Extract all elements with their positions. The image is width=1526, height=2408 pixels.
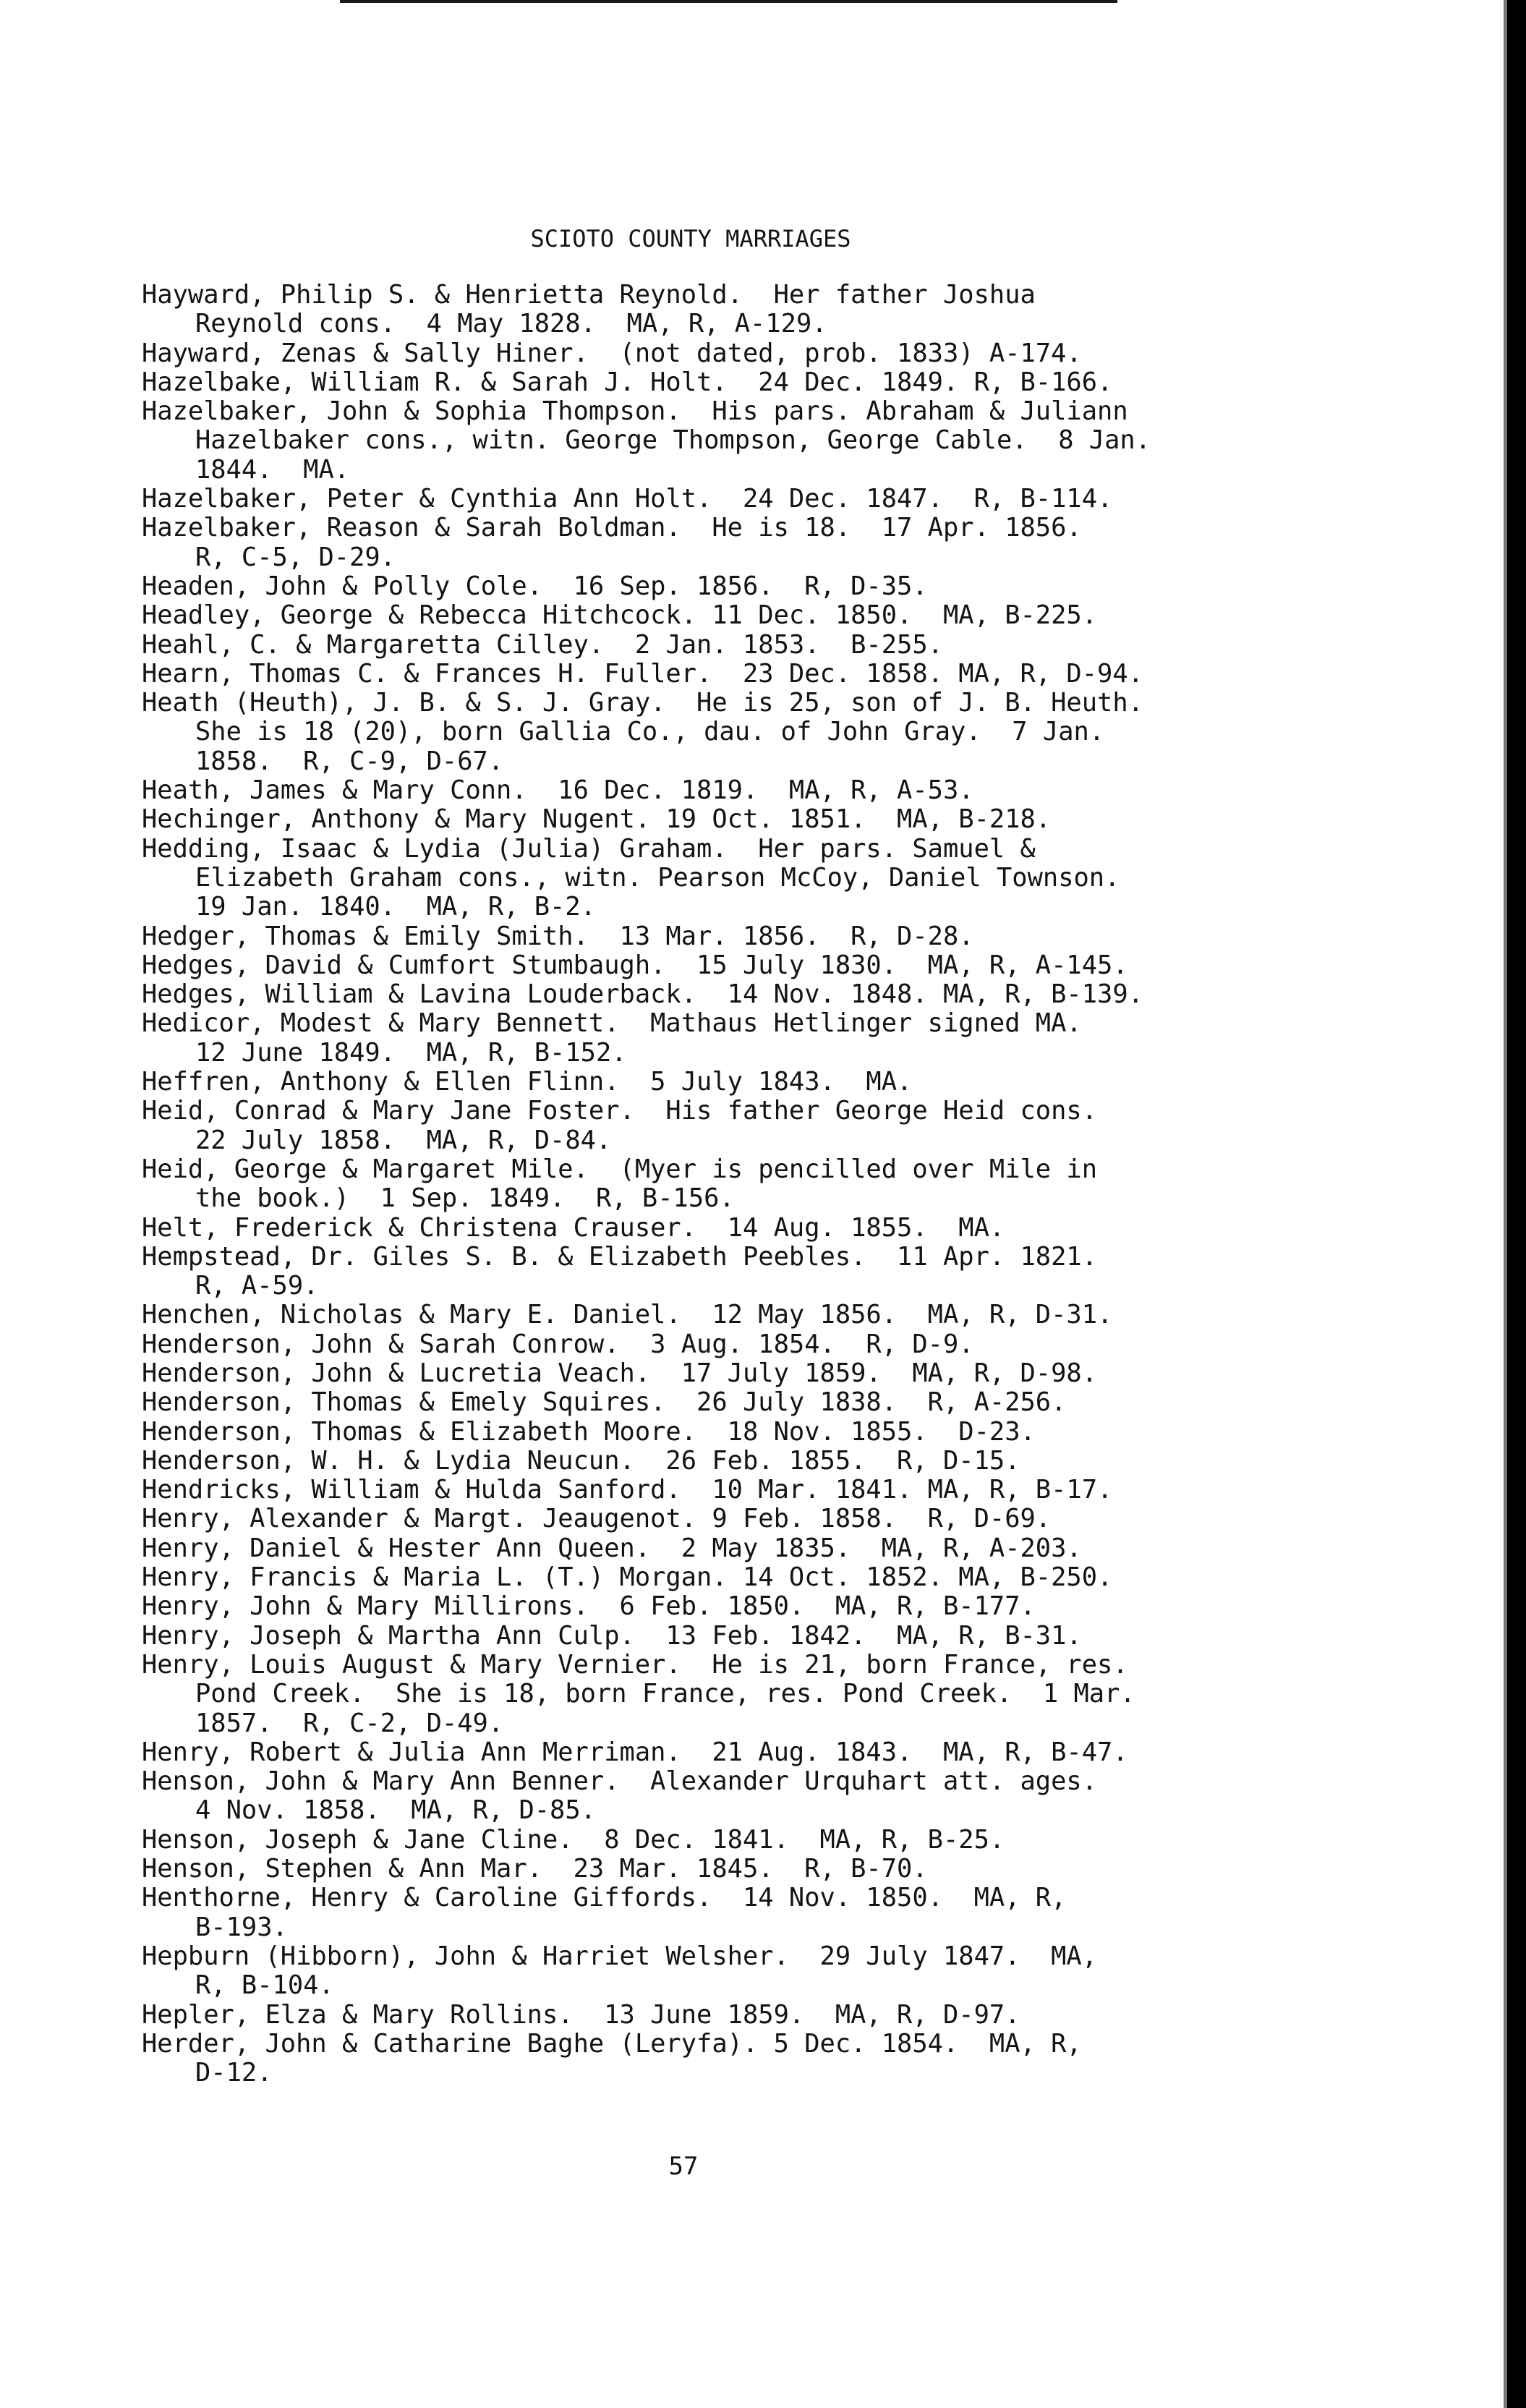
marriage-entry xyxy=(142,1418,1299,1447)
entry-line: Hechinger, Anthony & Mary Nugent. 19 Oct. 1851. MA, B-218. xyxy=(142,804,1052,835)
marriage-entry xyxy=(142,805,1299,834)
entry-continuation-line: the book.) 1 Sep. 1849. R, B-156. xyxy=(195,1183,735,1214)
entry-line: Heahl, C. & Margaretta Cilley. 2 Jan. 1853. B-255. xyxy=(142,629,943,660)
marriage-entry xyxy=(142,1826,1299,1855)
entry-continuation-line: 22 July 1858. MA, R, D-84. xyxy=(195,1125,612,1155)
marriage-entry xyxy=(142,397,1299,485)
entry-continuation-line: R, B-104. xyxy=(195,1970,334,2001)
marriage-entry xyxy=(142,368,1299,397)
marriage-entry xyxy=(142,689,1299,776)
entry-continuation-line: Elizabeth Graham cons., witn. Pearson McCoy, Daniel Townson. xyxy=(195,862,1120,893)
entry-continuation-line: 1857. R, C-2, D-49. xyxy=(195,1708,504,1738)
entry-line: Henry, Daniel & Hester Ann Queen. 2 May 1835. MA, R, A-203. xyxy=(142,1533,1082,1563)
entry-continuation-line: 19 Jan. 1840. MA, R, B-2. xyxy=(195,892,596,922)
entry-line: Hedges, David & Cumfort Stumbaugh. 15 July 1830. MA, R, A-145. xyxy=(142,950,1128,980)
entry-line: Headley, George & Rebecca Hitchcock. 11 Dec. 1850. MA, B-225. xyxy=(142,600,1098,631)
marriage-entry xyxy=(142,1738,1299,1767)
entry-line: Headen, John & Polly Cole. 16 Sep. 1856. R, D-35. xyxy=(142,571,928,601)
marriage-entry xyxy=(142,1214,1299,1243)
marriage-entry xyxy=(142,1505,1299,1533)
marriage-entries-list xyxy=(142,281,1299,2088)
marriage-entry xyxy=(142,2030,1299,2088)
marriage-entry xyxy=(142,1942,1299,2001)
marriage-entry xyxy=(142,1651,1299,1738)
marriage-entry xyxy=(142,1330,1299,1359)
marriage-entry xyxy=(142,1622,1299,1651)
entry-line: Hedger, Thomas & Emily Smith. 13 Mar. 1856. R, D-28. xyxy=(142,921,974,951)
entry-line: Henderson, Thomas & Emely Squires. 26 July 1838. R, A-256. xyxy=(142,1387,1067,1418)
entry-continuation-line: B-193. xyxy=(195,1912,288,1942)
entry-line: Heath (Heuth), J. B. & S. J. Gray. He is 25, son of J. B. Heuth. xyxy=(142,688,1143,718)
entry-line: Henry, Louis August & Mary Vernier. He is 21, born France, res. xyxy=(142,1649,1128,1680)
marriage-entry xyxy=(142,1243,1299,1301)
marriage-entry xyxy=(142,1009,1299,1068)
marriage-entry xyxy=(142,631,1299,660)
page-number: 57 xyxy=(668,2152,699,2181)
entry-line: Henry, Joseph & Martha Ann Culp. 13 Feb. 1842. MA, R, B-31. xyxy=(142,1620,1082,1651)
marriage-entry xyxy=(142,1068,1299,1097)
entry-line: Hepburn (Hibborn), John & Harriet Welsher. 29 July 1847. MA, xyxy=(142,1941,1098,1971)
entry-line: Henry, John & Mary Millirons. 6 Feb. 1850. MA, R, B-177. xyxy=(142,1591,1036,1622)
entry-line: Henderson, Thomas & Elizabeth Moore. 18 Nov. 1855. D-23. xyxy=(142,1416,1036,1447)
page-right-edge xyxy=(1507,0,1526,2408)
marriage-entry xyxy=(142,1359,1299,1388)
marriage-entry xyxy=(142,514,1299,572)
marriage-entry xyxy=(142,1534,1299,1563)
entry-continuation-line: Hazelbaker cons., witn. George Thompson, George Cable. 8 Jan. xyxy=(195,425,1151,456)
marriage-entry xyxy=(142,776,1299,805)
marriage-entry xyxy=(142,281,1299,339)
entry-line: Henderson, John & Sarah Conrow. 3 Aug. 1854. R, D-9. xyxy=(142,1329,974,1359)
entry-line: Hendricks, William & Hulda Sanford. 10 Mar. 1841. MA, R, B-17. xyxy=(142,1475,1113,1505)
entry-continuation-line: 4 Nov. 1858. MA, R, D-85. xyxy=(195,1795,596,1826)
marriage-entry xyxy=(142,951,1299,980)
marriage-entry xyxy=(142,2001,1299,2030)
entry-line: Henson, Stephen & Ann Mar. 23 Mar. 1845. R, B-70. xyxy=(142,1854,928,1884)
marriage-entry xyxy=(142,1155,1299,1214)
marriage-entry xyxy=(142,485,1299,514)
entry-line: Hempstead, Dr. Giles S. B. & Elizabeth Peebles. 11 Apr. 1821. xyxy=(142,1241,1098,1272)
entry-line: Henry, Francis & Maria L. (T.) Morgan. 14 Oct. 1852. MA, B-250. xyxy=(142,1562,1113,1593)
marriage-entry xyxy=(142,1592,1299,1621)
entry-continuation-line: Reynold cons. 4 May 1828. MA, R, A-129. xyxy=(195,309,827,339)
entry-line: Herder, John & Catharine Baghe (Leryfa). 5 Dec. 1854. MA, R, xyxy=(142,2028,1082,2059)
marriage-entry xyxy=(142,572,1299,601)
entry-line: Hedding, Isaac & Lydia (Julia) Graham. Her pars. Samuel & xyxy=(142,833,1036,864)
marriage-entry xyxy=(142,601,1299,630)
marriage-entry xyxy=(142,1855,1299,1884)
entry-line: Heid, George & Margaret Mile. (Myer is pencilled over Mile in xyxy=(142,1154,1098,1184)
marriage-entry xyxy=(142,1767,1299,1826)
entry-continuation-line: R, C-5, D-29. xyxy=(195,542,396,572)
entry-line: Henderson, W. H. & Lydia Neucun. 26 Feb. 1855. R, D-15. xyxy=(142,1445,1020,1476)
marriage-entry xyxy=(142,835,1299,922)
entry-line: Hedges, William & Lavina Louderback. 14 Nov. 1848. MA, R, B-139. xyxy=(142,979,1143,1010)
marriage-entry xyxy=(142,1301,1299,1329)
marriage-entry xyxy=(142,660,1299,689)
entry-continuation-line: Pond Creek. She is 18, born France, res. Pond Creek. 1 Mar. xyxy=(195,1679,1135,1709)
entry-line: Hedicor, Modest & Mary Bennett. Mathaus Hetlinger signed MA. xyxy=(142,1008,1082,1039)
marriage-entry xyxy=(142,922,1299,951)
entry-line: Henry, Alexander & Margt. Jeaugenot. 9 Feb. 1858. R, D-69. xyxy=(142,1504,1052,1534)
entry-line: Henson, John & Mary Ann Benner. Alexander Urquhart att. ages. xyxy=(142,1766,1098,1797)
entry-line: Hepler, Elza & Mary Rollins. 13 June 1859. MA, R, D-97. xyxy=(142,1999,1020,2030)
entry-line: Hayward, Philip S. & Henrietta Reynold. Her father Joshua xyxy=(142,280,1036,310)
marriage-entry xyxy=(142,1563,1299,1592)
marriage-entry xyxy=(142,980,1299,1009)
entry-line: Henthorne, Henry & Caroline Giffords. 14 Nov. 1850. MA, R, xyxy=(142,1883,1067,1913)
entry-continuation-line: 1858. R, C-9, D-67. xyxy=(195,746,504,776)
scan-top-rule xyxy=(340,0,1117,3)
entry-line: Hearn, Thomas C. & Frances H. Fuller. 23 Dec. 1858. MA, R, D-94. xyxy=(142,658,1143,689)
marriage-entry xyxy=(142,1447,1299,1476)
entry-line: Hazelbaker, John & Sophia Thompson. His pars. Abraham & Juliann xyxy=(142,396,1128,427)
entry-continuation-line: 12 June 1849. MA, R, B-152. xyxy=(195,1037,627,1068)
entry-continuation-line: 1844. MA. xyxy=(195,454,350,485)
entry-line: Henderson, John & Lucretia Veach. 17 July 1859. MA, R, D-98. xyxy=(142,1358,1098,1388)
marriage-entry xyxy=(142,1476,1299,1505)
entry-line: Heffren, Anthony & Ellen Flinn. 5 July 1843. MA. xyxy=(142,1067,913,1097)
entry-line: Henry, Robert & Julia Ann Merriman. 21 Aug. 1843. MA, R, B-47. xyxy=(142,1737,1128,1767)
marriage-entry xyxy=(142,1097,1299,1155)
marriage-entry xyxy=(142,1388,1299,1417)
marriage-entry xyxy=(142,1884,1299,1942)
entry-line: Helt, Frederick & Christena Crauser. 14 Aug. 1855. MA. xyxy=(142,1212,1005,1243)
entry-continuation-line: She is 18 (20), born Gallia Co., dau. of John Gray. 7 Jan. xyxy=(195,717,1105,747)
entry-line: Heid, Conrad & Mary Jane Foster. His father George Heid cons. xyxy=(142,1096,1098,1126)
entry-line: Heath, James & Mary Conn. 16 Dec. 1819. MA, R, A-53. xyxy=(142,775,974,806)
entry-line: Hazelbake, William R. & Sarah J. Holt. 24 Dec. 1849. R, B-166. xyxy=(142,367,1113,397)
entry-line: Hazelbaker, Peter & Cynthia Ann Holt. 24 Dec. 1847. R, B-114. xyxy=(142,484,1113,514)
page-title: SCIOTO COUNTY MARRIAGES xyxy=(530,225,851,252)
entry-line: Henson, Joseph & Jane Cline. 8 Dec. 1841. MA, R, B-25. xyxy=(142,1824,1005,1855)
entry-line: Henchen, Nicholas & Mary E. Daniel. 12 May 1856. MA, R, D-31. xyxy=(142,1300,1113,1330)
entry-continuation-line: D-12. xyxy=(195,2058,273,2088)
entry-continuation-line: R, A-59. xyxy=(195,1271,319,1301)
entry-line: Hazelbaker, Reason & Sarah Boldman. He is 18. 17 Apr. 1856. xyxy=(142,513,1082,543)
marriage-entry xyxy=(142,339,1299,368)
entry-line: Hayward, Zenas & Sally Hiner. (not dated, prob. 1833) A-174. xyxy=(142,338,1082,368)
